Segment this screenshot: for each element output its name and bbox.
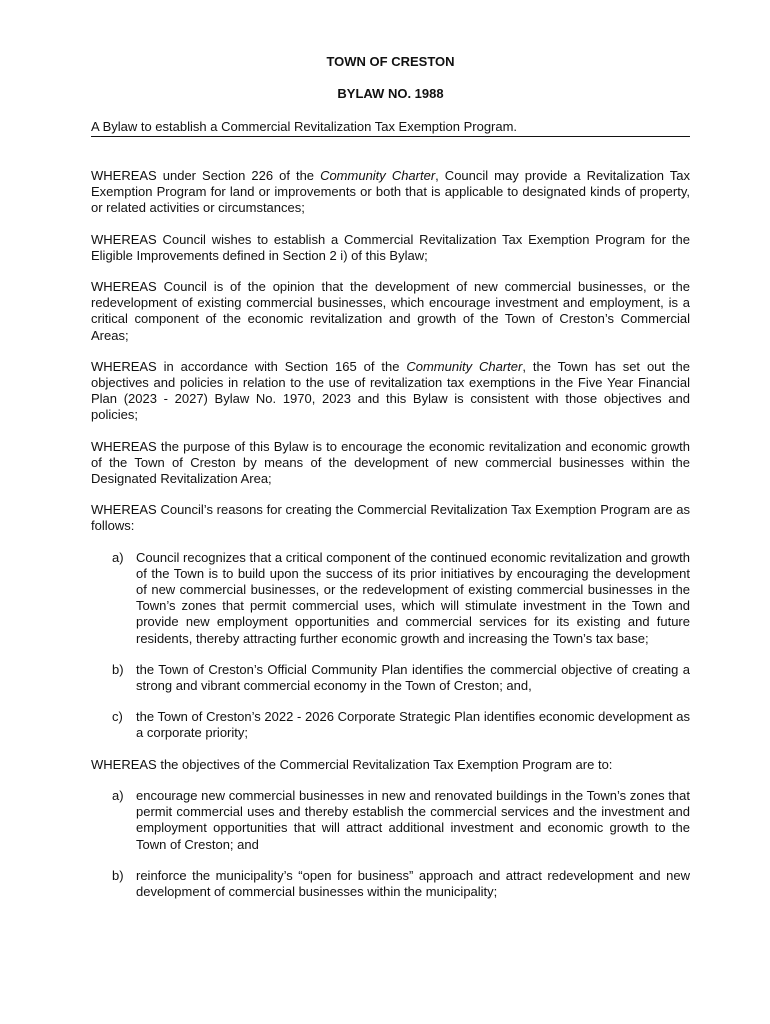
whereas-paragraph: WHEREAS Council is of the opinion that the development of new commercial businesses, or the redevelopment of existing commercial businesses, which encourage investment and employment, is a critical component of the economic revitalization and growth of the Town of Creston’s Commercial Areas; [91, 279, 690, 343]
bylaw-body [91, 168, 690, 915]
whereas-text: , Council may provide a Revitalization Tax Exemption Program for land or improvements or both that is applicable to designated kinds of property, or related activities or circumstances; [91, 168, 690, 216]
list-marker: b) [112, 867, 124, 883]
objectives-list [91, 788, 690, 900]
whereas-paragraph: WHEREAS the objectives of the Commercial Revitalization Tax Exemption Program are to: [91, 756, 613, 772]
bylaw-number-heading: BYLAW NO. 1988 [337, 86, 444, 101]
list-item-text: the Town of Creston’s Official Community Plan identifies the commercial objective of creating a strong and vibrant commercial economy in the Town of Creston; and, [136, 661, 690, 694]
whereas-paragraph [91, 359, 690, 424]
list-item [91, 709, 690, 741]
whereas-paragraph: WHEREAS the purpose of this Bylaw is to encourage the economic revitalization and economic growth of the Town of Creston by means of the development of new commercial businesses within the Designated Revitalization Area; [91, 438, 690, 487]
list-item [91, 788, 690, 853]
list-item-text: encourage new commercial businesses in new and renovated buildings in the Town’s zones that permit commercial uses and thereby establish the commercial services and the investment and employment opportunities that will attract additional investment and economic growth to the Town of Creston; and [136, 787, 690, 852]
whereas-paragraph [91, 168, 690, 217]
town-heading: TOWN OF CRESTON [326, 54, 455, 69]
list-marker: c) [112, 709, 123, 725]
whereas-italic: Community Charter [320, 168, 436, 183]
reasons-list [91, 550, 690, 742]
bylaw-purpose: A Bylaw to establish a Commercial Revitalization Tax Exemption Program. [91, 119, 690, 137]
list-marker: a) [112, 549, 124, 565]
list-item [91, 550, 690, 647]
whereas-paragraph: WHEREAS Council’s reasons for creating the Commercial Revitalization Tax Exemption Program are as follows: [91, 502, 690, 534]
whereas-paragraph: WHEREAS Council wishes to establish a Commercial Revitalization Tax Exemption Program for the Eligible Improvements defined in Section 2 i) of this Bylaw; [91, 231, 690, 263]
whereas-text: WHEREAS under Section 226 of the [91, 168, 321, 183]
list-marker: a) [112, 787, 124, 803]
list-marker: b) [112, 661, 124, 677]
whereas-text: WHEREAS in accordance with Section 165 of the [91, 358, 407, 374]
whereas-italic: Community Charter [406, 358, 523, 374]
whereas-text: , the Town has set out the objectives and policies in relation to the use of revitalization tax exemptions in the Five Year Financial Plan (2023 - 2027) Bylaw No. 1970, 2023 and this Bylaw is consistent with those objectives and policies; [91, 358, 690, 423]
list-item [91, 662, 690, 694]
list-item-text: reinforce the municipality’s “open for business” approach and attract redevelopment and new development of commercial businesses within the municipality; [136, 867, 690, 899]
list-item-text: Council recognizes that a critical component of the continued economic revitalization and growth of the Town is to build upon the success of its prior initiatives by encouraging the development of new commercial businesses, or the redevelopment of existing commercial businesses in the Town’s zones that permit commercial uses, which will stimulate investment in the Town and provide new employment opportunities and commercial services for its existing and future residents, thereby attracting further economic growth and increasing the Town’s tax base; [136, 549, 690, 646]
list-item-text: the Town of Creston’s 2022 - 2026 Corporate Strategic Plan identifies economic development as a corporate priority; [136, 709, 690, 741]
list-item [91, 868, 690, 900]
